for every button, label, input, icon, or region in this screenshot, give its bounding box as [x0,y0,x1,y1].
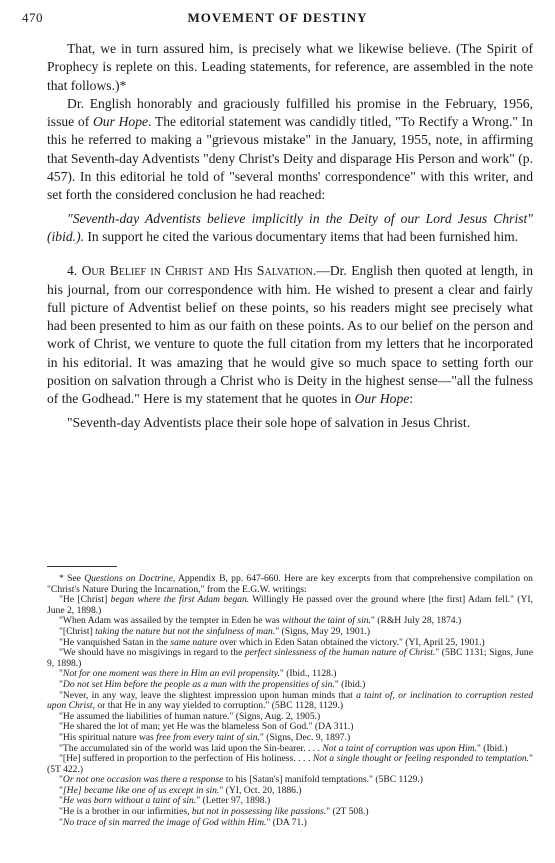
journal-title: Our Hope [92,114,149,130]
footnote-post: " (YI, Oct. 20, 1886.) [219,784,302,796]
footnote-it: Do not set Him before the people as a man with the propensities of sin. [62,678,335,690]
footnote-pre: "His spiritual nature was [59,731,157,743]
footnote-pre: " [59,668,63,680]
footnote-it: Or not one occasion was there a response [62,774,224,786]
paragraph-3 [47,210,533,247]
footnote-it: began where the first Adam began. [110,594,250,606]
footnote-it: same nature [170,636,218,648]
footnote-post: " (Ibid.) [476,742,508,754]
footnote-it: free from every taint of sin. [156,731,260,743]
footnote-pre: "He is a brother in our infirmities, [59,806,192,818]
paragraph-4-colon: : [409,391,414,407]
footnote-it: He was born without a taint of sin. [62,795,197,807]
footnote-post: " (5T 422.) [47,753,533,775]
footnote-it: a taint of, or inclination to corruption rested upon Christ, [47,689,534,712]
footnote-pre: * See [59,573,85,584]
footnote-entry [47,818,533,829]
section-heading: 4. Our Belief in Christ and His Salvation. [67,263,317,279]
footnote-divider [47,566,117,567]
footnote-pre: "The accumulated sin of the world was laid upon the Sin-bearer. . . . [59,742,323,754]
footnote-post: to his [Satan's] manifold temptations." (5BC 1129.) [223,774,423,786]
footnote-post: , Appendix B, pp. 647-660. Here are key excerpts from that comprehensive compilation on "Christ's Nature During the Incarnation," from the E.G.W. writings: [47,573,533,595]
paragraph-2-text-a: Dr. English honorably and graciously fulfilled his promise in the February, 1956, issue of [47,95,533,130]
footnote-it: Questions on Doctrine [84,573,173,584]
footnotes [47,574,533,828]
footnote-it: without the taint of sin. [282,615,371,627]
paragraph-3-text: In support he cited the various documentary items that had been furnished him. [84,228,519,244]
footnote-it: Not a single thought or feeling responded to temptation. [312,753,530,765]
footnote-pre: "He vanquished Satan in the [59,636,171,648]
paragraph-2-text-b: . The editorial statement was candidly titled, "To Rectify a Wrong." In this he referred to making a "grievous mistake" in the January, 1955, note, in affirming that Seventh-day Adventists "deny Christ's Deity and disparage His Person and work" (p. 457). In this editorial he told of "several months' correspondence" with this writer, and set forth the considered conclusion he had reached: [47,114,533,203]
paragraph-4 [47,262,533,408]
footnote-post: " (2T 508.) [326,806,369,818]
footnote-pre: "We should have no misgivings in regard to the [59,647,245,659]
footnote-it: [He] became like one of us except in sin. [62,784,220,796]
footnote-pre: "[Christ] [59,625,96,637]
footnote-post: Willingly He passed over the ground where [the first] Adam fell." (YI, June 2, 1898.) [47,594,534,616]
paragraph-1: That, we in turn assured him, is precisely what we likewise believe. (The Spirit of Prophecy is replete on this. Leading statements, for reference, are assembled in the note that follows.)* [47,41,533,93]
footnote-pre: " [59,784,63,796]
footnote-post: " (Signs, Dec. 9, 1897.) [259,731,351,743]
paragraph-2 [47,95,533,205]
footnote-pre: "When Adam was assailed by the tempter in Eden he was [59,615,283,627]
footnote-pre: " [59,816,63,828]
quoted-conclusion: "Seventh-day Adventists believe implicitly in the Deity of our Lord Jesus Christ" [67,210,533,226]
journal-title-2: Our Hope [354,391,410,407]
footnote-post: or that He in any way yielded to corruption." (5BC 1128, 1129.) [94,700,344,712]
footnote-it: taking the nature but not the sinfulness of man. [95,625,276,637]
footnote-post: " (Signs, May 29, 1901.) [275,625,371,637]
footnote-post: " (Letter 97, 1898.) [196,795,271,807]
footnote-it: perfect sinlessness of the human nature of Christ. [244,647,436,659]
running-title: MOVEMENT OF DESTINY [187,10,368,25]
ibid-reference: (ibid.). [47,228,84,244]
footnote-post: " (R&H July 28, 1874.) [370,615,462,627]
footnote-pre: "[He] suffered in proportion to the perfection of His holiness. . . . [59,753,313,765]
footnote-pre: " [59,774,63,786]
footnote-entry [47,595,533,616]
footnote-entry [47,691,533,712]
footnote-entry [47,574,533,595]
footnote-pre: "He shared the lot of man; yet He was the blameless Son of God." (DA 311.) [59,721,354,733]
footnote-post: " (5BC 1131; Signs, June 9, 1898.) [47,647,533,669]
footnote-pre: " [59,678,63,690]
paragraph-5: "Seventh-day Adventists place their sole hope of salvation in Jesus Christ. [67,414,471,430]
footnote-pre: "He assumed the liabilities of human nature." (Signs, Aug. 2, 1905.) [59,710,321,722]
footnote-it: No trace of sin marred the image of God within Him. [62,816,267,828]
footnote-pre: " [59,795,63,807]
footnote-it: Not for one moment was there in Him an evil propensity. [62,668,280,680]
footnote-post: " (Ibid.) [334,678,366,690]
page-number: 470 [22,10,43,25]
footnote-entry [47,648,533,669]
running-header [22,10,533,26]
footnote-pre: "Never, in any way, leave the slightest impression upon human minds that [59,689,357,701]
footnote-post: " (DA 71.) [266,816,307,828]
footnote-it: Not a taint of corruption was upon Him. [322,742,477,754]
footnote-pre: "He [Christ] [59,594,111,606]
footnote-post: over which in Eden Satan obtained the victory." (YI, April 25, 1901.) [217,636,485,648]
main-text [47,40,533,432]
paragraph-4-text: —Dr. English then quoted at length, in his journal, from our correspondence with him. He wished to present a clear and fairly full picture of Adventist belief on these points, so his readers might see precisely what had been presented to him as our faith on these points. As to our belief on the person and work of Christ, we venture to quote the full citation from my letters that he incorporated in his editorial. It was amazing that he would give so much space to setting forth our position on salvation through a Christ who is Deity in the highest sense—"all the fulness of the Godhead." Here is my statement that he quotes in [47,263,533,407]
footnote-it: but not in possessing like passions. [191,806,327,818]
footnote-post: " (Ibid., 1128.) [279,668,337,680]
footnote-entry [47,754,533,775]
